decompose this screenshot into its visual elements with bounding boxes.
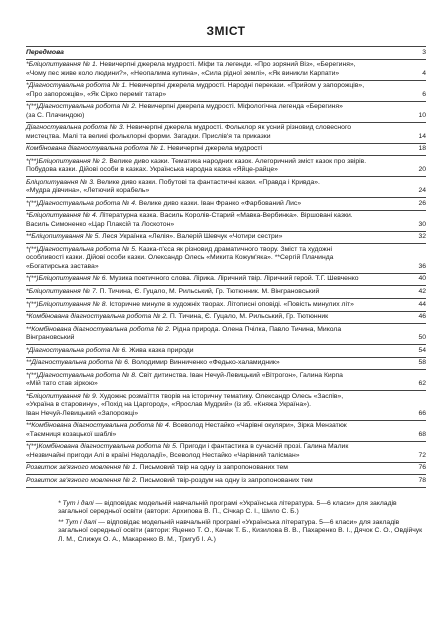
toc-row[interactable] [26, 47, 426, 60]
toc-entry-text [26, 124, 416, 141]
toc-row[interactable] [26, 370, 426, 391]
toc-row[interactable] [26, 60, 426, 81]
toc-entry-title: Побудова казки. Дійові особи в казках. Українська народна казка «Яйце-райце» [26, 166, 278, 174]
toc-page-number: 72 [418, 451, 426, 459]
toc-entry-line [26, 61, 410, 69]
toc-page-number: 32 [418, 233, 426, 241]
toc-entry-title: Всеволод Нестайко «Чарівні окуляри», Зірка Мензатюк [172, 422, 347, 430]
toc-entry-line [26, 70, 410, 78]
toc-entry-line [26, 334, 410, 342]
toc-entry-line [26, 82, 410, 90]
footnote [58, 500, 426, 517]
toc-entry-title: Рідна природа. Олена Пчілка, Павло Тичина, Микола [172, 325, 342, 333]
toc-entry-text [26, 477, 416, 485]
toc-row[interactable] [26, 211, 426, 232]
toc-entry-title: Леся Українка «Лелія». Валерій Шевчук «Чотири сестри» [102, 233, 283, 241]
toc-entry-title: Пригоди і фантастика в сучасній прозі. Галина Малик [179, 443, 349, 451]
toc-entry-text [26, 301, 416, 309]
toc-page-number: 42 [418, 287, 426, 295]
footnote [58, 519, 426, 544]
toc-entry-title: Невичерпні джерела мудрості. Народні перекази. «Прийом у запорожців», [129, 82, 365, 90]
toc-entry-line [26, 112, 410, 120]
toc-entry-title: Казка-п'єса як різновид драматичного твору. Зміст та художні [138, 245, 332, 253]
toc-entry-line [26, 431, 410, 439]
toc-row[interactable] [26, 312, 426, 325]
toc-entry-label: **Діагностувальна робота № 6. [26, 359, 130, 367]
toc-entry-text [26, 359, 416, 367]
toc-entry-title: «Чому пес живе коло людини?», «Неопалима купина», «Сила рідної землі», «Як виникли Карпати» [26, 69, 340, 77]
toc-entry-line [26, 124, 410, 132]
toc-page-number: 36 [418, 262, 426, 270]
toc-entry-title: (за С. Плачиндою) [26, 111, 85, 119]
toc-entry-title: «Таємниця козацької шаблі» [26, 430, 117, 438]
toc-entry-label: *(**)Бліцопитування № 6. [26, 275, 108, 283]
toc-entry-title: Велике диво казки. Тематика народних казок. Алегоричний зміст казок про звірів. [109, 157, 367, 165]
toc-entry-title: Іван Нечуй-Левицький «Запорожці» [26, 409, 139, 417]
toc-entry-title: Художнє розмаїття творів на історичну тематику. Олександр Олесь «Заспів», [99, 392, 344, 400]
toc-entry-line [26, 221, 410, 229]
toc-entry-text [26, 313, 416, 321]
toc-entry-title: Василь Симоненко «Цар Плаксій та Лоскотон» [26, 220, 175, 228]
toc-row[interactable] [26, 299, 426, 312]
toc-page-number: 78 [418, 476, 426, 484]
toc-entry-label: *Діагностувальна робота № 6. [26, 346, 128, 354]
toc-entry-title: Письмовий твір на одну із запропонованих тем [139, 464, 288, 472]
toc-row[interactable] [26, 123, 426, 144]
toc-entry-title: Історичне минуле в художніх творах. Літописні оповіді. «Повість минулих літ» [109, 300, 354, 308]
toc-page-number: 40 [418, 275, 426, 283]
toc-row[interactable] [26, 144, 426, 157]
toc-entry-text [26, 82, 416, 99]
toc-page-number: 4 [422, 69, 426, 77]
toc-entry-line [26, 301, 410, 309]
toc-row[interactable] [26, 244, 426, 273]
toc-entry-line [26, 200, 410, 208]
toc-entry-title: Невичерпні джерела мудрості. Фольклор як усний різновид словесного [126, 124, 352, 132]
toc-entry-line [26, 477, 410, 485]
toc-page-number: 14 [418, 132, 426, 140]
toc-entry-label: Бліцопитування № 3. [26, 178, 95, 186]
toc-page-number: 62 [418, 380, 426, 388]
toc-row[interactable] [26, 324, 426, 345]
toc-entry-label: *(**)Діагностувальна робота № 8. [26, 371, 137, 379]
toc-entry-title: особливості казки. Дійові особи казки. Олександр Олесь «Микита Кожум'яка». **Сергій Плачинда [26, 254, 334, 262]
toc-page-number: 44 [418, 300, 426, 308]
toc-entry-line [26, 443, 410, 451]
toc-entry-label: *Комбінована діагностувальна робота № 2. [26, 313, 169, 321]
toc-entry-line [26, 347, 410, 355]
toc-entry-line [26, 233, 410, 241]
toc-entry-text [26, 49, 416, 57]
toc-entry-label: **Комбінована діагностувальна робота № 2. [26, 325, 171, 333]
toc-entry-title: Жива казка природи [129, 346, 194, 354]
toc-entry-title: «Україна в старовину», «Похід на Царгород», «Ярослав Мудрий» (із зб. «Княжа Україна»). [26, 401, 312, 409]
toc-entry-label: Передмова [26, 48, 64, 56]
footnote-mark: * Тут і далі [58, 499, 94, 507]
toc-entry-title: «Мій тато став зіркою» [26, 380, 98, 388]
toc-entry-title: Володимир Винниченко «Федько-халамидник» [131, 359, 280, 367]
page-title: ЗМІСТ [206, 24, 246, 38]
toc-entry-title: «Незвичайні пригоди Алі в країні Недоладії», Всеволод Нестайко «Чарівний талісман» [26, 451, 300, 459]
toc-entry-line [26, 187, 410, 195]
toc-entry-text [26, 288, 416, 296]
footnote-mark: ** Тут і далі [58, 518, 97, 526]
toc-row[interactable] [26, 81, 426, 102]
toc-row[interactable] [26, 177, 426, 198]
toc-entry-title: мистецтва. Малі та великі фольклорні форми. Загадки. Прислів'я та приказки [26, 132, 271, 140]
toc-entry-line [26, 452, 410, 460]
toc-page-number: 26 [418, 199, 426, 207]
toc-entry-label: *Діагностувальна робота № 1. [26, 82, 128, 90]
toc-entry-title: Письмовий твір-роздум на одну із запропонованих тем [139, 476, 313, 484]
toc-entry-line [26, 401, 410, 409]
toc-row[interactable] [26, 475, 426, 488]
toc-page-number: 18 [418, 145, 426, 153]
toc-entry-title: Невичерпні джерела мудрості. Міфи та легенди. «Про зоряний Віз», «Берегиня», [99, 61, 356, 69]
toc-entry-title: «Мудра дівчина», «Летючий корабель» [26, 187, 150, 195]
toc-entry-text [26, 61, 416, 78]
toc-entry-title: Велике диво казки. Іван Франко «Фарбований Лис» [138, 199, 302, 207]
toc-row[interactable] [26, 463, 426, 476]
toc-page-number: 10 [418, 111, 426, 119]
toc-entry-line [26, 91, 410, 99]
toc-entry-title: «Про запорожців», «Як Сірко переміг татар» [26, 90, 167, 98]
toc-entry-text [26, 422, 416, 439]
toc-entry-title: Світ дитинства. Іван Нечуй-Левицький «Вітрогон», Галина Кирпа [138, 371, 343, 379]
footnotes [26, 500, 426, 544]
toc-entry-text [26, 347, 416, 355]
toc-entry-line [26, 380, 410, 388]
toc-entry-text [26, 393, 416, 418]
toc-entry-line [26, 158, 410, 166]
toc-entry-label: *Бліцопитування № 7. [26, 287, 98, 295]
toc-entry-label: *Бліцопитування № 9. [26, 392, 98, 400]
toc-row[interactable] [26, 232, 426, 245]
toc-entry-line [26, 326, 410, 334]
toc-page-number: 6 [422, 90, 426, 98]
toc-entry-line [26, 359, 410, 367]
toc-entry-label: Діагностувальна робота № 3. [26, 124, 125, 132]
toc-entry-line [26, 133, 410, 141]
toc-entry-text [26, 372, 416, 389]
toc-entry-text [26, 179, 416, 196]
toc-row[interactable] [26, 286, 426, 299]
toc-entry-label: Комбінована діагностувальна робота № 1. [26, 145, 166, 153]
toc-entry-label: *(**)Бліцопитування № 2. [26, 157, 108, 165]
toc-entry-text [26, 103, 416, 120]
toc-row[interactable] [26, 391, 426, 420]
toc-entry-text [26, 464, 416, 472]
toc-entry-line [26, 288, 410, 296]
toc-row[interactable] [26, 198, 426, 211]
toc-page-number: 58 [418, 359, 426, 367]
toc-row[interactable] [26, 358, 426, 371]
toc-entry-line [26, 49, 410, 57]
toc-entry-text [26, 275, 416, 283]
toc-row[interactable] [26, 345, 426, 358]
toc-row[interactable] [26, 274, 426, 287]
toc-entry-label: Розвиток зв'язного мовлення № 2. [26, 476, 138, 484]
toc-entry-line [26, 254, 410, 262]
toc-entry-label: *(**)Бліцопитування № 8. [26, 300, 108, 308]
toc-entry-text [26, 443, 416, 460]
toc-entry-title: «Богатирська застава» [26, 262, 99, 270]
toc-entry-label: *(**)Діагностувальна робота № 2. [26, 103, 137, 111]
toc-entry-label: *Бліцопитування № 4. [26, 212, 98, 220]
footnote-text: — відповідає модельній навчальній програмі «Українська література. 5—6 класи» для закладів загальної середньої освіти (автори: Яценко Т. О., Качак Т. Б., Кизилова В. В., Пахаренко В. І., Дячок С. О., Овдійчук Л. М., Слижук О. А., Макаренко В. М., Тригуб І. А.) [58, 518, 423, 543]
toc-entry-title: Невичерпні джерела мудрості. Міфологічна легенда «Берегиня» [138, 103, 343, 111]
toc-entry-line [26, 464, 410, 472]
toc-entry-label: Розвиток зв'язного мовлення № 1. [26, 464, 138, 472]
toc-entry-line [26, 263, 410, 271]
toc-page-number: 30 [418, 220, 426, 228]
toc-entry-text [26, 233, 416, 241]
toc-row[interactable] [26, 421, 426, 442]
toc-entry-label: *(**)Діагностувальна робота № 4. [26, 199, 137, 207]
toc-entry-line [26, 166, 410, 174]
table-of-contents [26, 46, 426, 488]
toc-row[interactable] [26, 102, 426, 123]
toc-page-number: 24 [418, 187, 426, 195]
toc-entry-title: Вінграновський [26, 334, 75, 342]
toc-page-number: 68 [418, 430, 426, 438]
toc-entry-title: Невичерпні джерела мудрості [167, 145, 263, 153]
toc-entry-title: Літературна казка. Василь Королів-Старий «Мавка-Вербинка». Віршовані казки. [99, 212, 353, 220]
toc-page-number: 50 [418, 334, 426, 342]
toc-row[interactable] [26, 156, 426, 177]
toc-row[interactable] [26, 442, 426, 463]
toc-entry-text [26, 200, 416, 208]
toc-page-number: 46 [418, 313, 426, 321]
toc-entry-label: *(**)Діагностувальна робота № 5. [26, 245, 137, 253]
toc-entry-line [26, 422, 410, 430]
toc-entry-label: *(**)Комбінована діагностувальна робота № 5. [26, 443, 178, 451]
toc-entry-line [26, 179, 410, 187]
toc-entry-title: П. Тичина, Є. Гуцало, М. Рильський, Гр. Тютюнник. М. Вінграновський [99, 287, 320, 295]
toc-entry-text [26, 246, 416, 271]
toc-entry-text [26, 326, 416, 343]
toc-entry-text [26, 158, 416, 175]
toc-entry-line [26, 410, 410, 418]
toc-page-number: 20 [418, 166, 426, 174]
toc-entry-title: П. Тичина, Є. Гуцало, М. Рильський, Гр. Тютюнник [169, 313, 329, 321]
toc-page-number: 66 [418, 409, 426, 417]
toc-page-number: 54 [418, 346, 426, 354]
toc-entry-line [26, 212, 410, 220]
toc-entry-title: Музика поетичного слова. Лірика. Ліричний твір. Ліричний герой. Т.Г. Шевченко [109, 275, 359, 283]
toc-entry-line [26, 275, 410, 283]
toc-entry-text [26, 145, 416, 153]
footnote-text: — відповідає модельній навчальній програмі «Українська література. 5—6 класи» для закладів загальної середньої освіти (автори: Архипова В. П., Січкар С. І., Шило С. Б.) [58, 499, 397, 516]
toc-page-number: 3 [422, 48, 426, 56]
toc-entry-line [26, 313, 410, 321]
toc-entry-label: *Бліцопитування № 1. [26, 61, 98, 69]
toc-entry-line [26, 145, 410, 153]
toc-entry-text [26, 212, 416, 229]
toc-entry-title: Велике диво казки. Побутові та фантастичні казки. «Правда і Кривда». [96, 178, 320, 186]
toc-entry-label: **Комбінована діагностувальна робота № 4. [26, 422, 171, 430]
toc-entry-line [26, 103, 410, 111]
toc-page-number: 76 [418, 464, 426, 472]
toc-entry-label: **Бліцопитування № 5. [26, 233, 101, 241]
